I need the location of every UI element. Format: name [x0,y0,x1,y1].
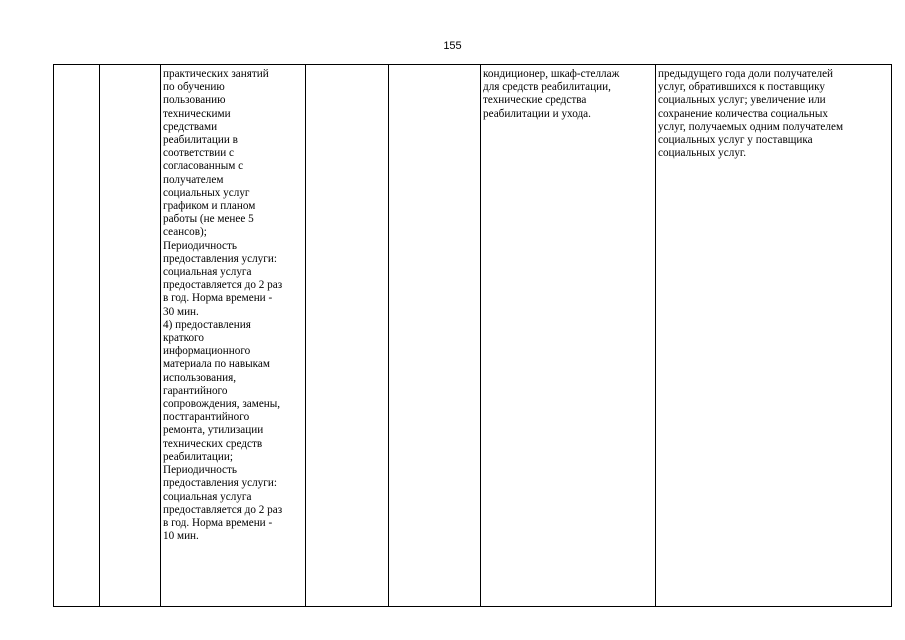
services-table [53,64,892,607]
cell-text: практических занятий по обучению пользованию техническими средствами реабилитации в соответствии с согласованным с получателем социальных услуг графиком и планом работы (не менее 5 сеансов); Периодичность предоставления услуги: социальная услуга предоставляется до 2 раз в год. Норма времени - 30 мин. 4) предоставления краткого информационного материала по навыкам использования, гарантийного сопровождения, замены, постгарантийного ремонта, утилизации технических средств реабилитации; Периодичность предоставления услуги: социальная услуга предоставляется до 2 раз в год. Норма времени - 10 мин. [163,68,283,543]
table-cell-number [54,65,100,607]
table-cell-empty-5 [389,65,481,607]
table-row [54,65,892,607]
table-cell-service-description [161,65,306,607]
table-cell-empty-4 [306,65,389,607]
page-number: 155 [443,40,462,52]
table-cell-service-name [100,65,161,607]
table-cell-equipment [481,65,656,607]
cell-text: предыдущего года доли получателей услуг, обратившихся к поставщику социальных услуг; увеличение или сохранение количества социальных услуг, получаемых одним получателем социальных услуг у поставщика социальных услуг. [658,68,844,160]
cell-text: кондиционер, шкаф-стеллаж для средств реабилитации, технические средства реабилитации и ухода. [483,68,620,120]
table-cell-quality-indicators [656,65,892,607]
